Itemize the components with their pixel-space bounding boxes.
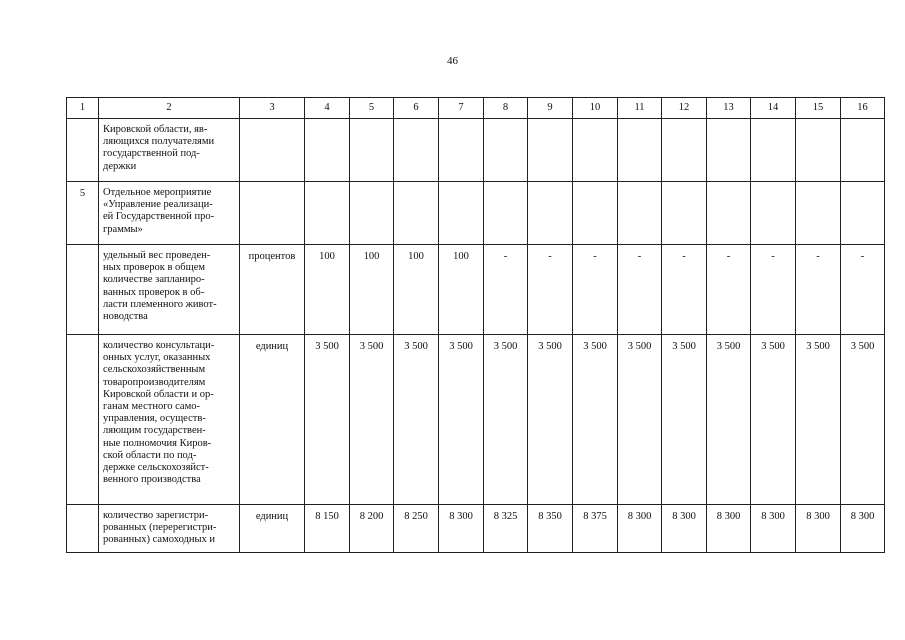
value-cell-col-7: 100 <box>439 245 484 335</box>
indicator-name-line: ей Государственной про- <box>103 211 215 223</box>
value-cell-col-10 <box>573 182 618 245</box>
indicator-name-line: Кировской области и ор- <box>103 388 214 400</box>
value-cell-col-13: 3 500 <box>707 335 751 505</box>
row-number-cell <box>67 335 99 505</box>
header-cell-11: 11 <box>618 98 662 119</box>
indicator-name-line: граммы» <box>103 223 143 235</box>
value-cell-col-12 <box>662 119 707 182</box>
value-cell-col-7 <box>439 182 484 245</box>
indicator-name-line: ласти племенного живот- <box>103 298 217 310</box>
indicator-name-line: управления, осуществ- <box>103 413 206 425</box>
table-body <box>67 98 885 553</box>
header-cell-13: 13 <box>707 98 751 119</box>
table-row <box>67 119 885 182</box>
value-cell-col-14: 8 300 <box>751 505 796 553</box>
value-cell-col-10: 8 375 <box>573 505 618 553</box>
value-cell-col-14: - <box>751 245 796 335</box>
value-cell-col-5 <box>350 119 394 182</box>
value-cell-col-8: 3 500 <box>484 335 528 505</box>
unit-cell: единиц <box>240 335 305 505</box>
header-cell-3: 3 <box>240 98 305 119</box>
table-row <box>67 505 885 553</box>
value-cell-col-12: - <box>662 245 707 335</box>
value-cell-col-15: - <box>796 245 841 335</box>
indicator-name-line: сельскохозяйственным <box>103 364 206 376</box>
indicator-name-line: ванных проверок в об- <box>103 286 205 298</box>
indicator-name-cell <box>99 119 240 182</box>
row-number-cell <box>67 245 99 335</box>
value-cell-col-5: 8 200 <box>350 505 394 553</box>
value-cell-col-14 <box>751 119 796 182</box>
indicator-name-line: ные полномочия Киров- <box>103 437 212 449</box>
header-cell-12: 12 <box>662 98 707 119</box>
value-cell-col-7: 8 300 <box>439 505 484 553</box>
indicator-name-line: новодства <box>103 311 148 323</box>
value-cell-col-13: - <box>707 245 751 335</box>
value-cell-col-5: 100 <box>350 245 394 335</box>
value-cell-col-10: - <box>573 245 618 335</box>
value-cell-col-6 <box>394 182 439 245</box>
value-cell-col-9: 3 500 <box>528 335 573 505</box>
unit-cell: процентов <box>240 245 305 335</box>
value-cell-col-15: 8 300 <box>796 505 841 553</box>
value-cell-col-9 <box>528 119 573 182</box>
value-cell-col-4: 3 500 <box>305 335 350 505</box>
indicator-name-line: держки <box>103 160 137 172</box>
indicator-name-line: рованных (перерегистри- <box>103 522 217 534</box>
value-cell-col-11 <box>618 119 662 182</box>
unit-cell <box>240 182 305 245</box>
value-cell-col-15: 3 500 <box>796 335 841 505</box>
indicator-name-line: количество консультаци- <box>103 340 215 351</box>
value-cell-col-10: 3 500 <box>573 335 618 505</box>
value-cell-col-15 <box>796 119 841 182</box>
header-cell-15: 15 <box>796 98 841 119</box>
indicator-name-line: Кировской области, яв- <box>103 124 208 135</box>
page-number: 46 <box>447 55 458 67</box>
value-cell-col-15 <box>796 182 841 245</box>
value-cell-col-13 <box>707 182 751 245</box>
header-cell-6: 6 <box>394 98 439 119</box>
indicator-name-line: Отдельное мероприятие <box>103 187 212 198</box>
indicator-name-line: количестве запланиро- <box>103 274 205 286</box>
value-cell-col-12 <box>662 182 707 245</box>
value-cell-col-5 <box>350 182 394 245</box>
value-cell-col-5: 3 500 <box>350 335 394 505</box>
indicator-name-line: ганам местного само- <box>103 401 200 413</box>
indicator-name-cell <box>99 245 240 335</box>
value-cell-col-9: 8 350 <box>528 505 573 553</box>
indicator-name-cell <box>99 182 240 245</box>
unit-cell <box>240 119 305 182</box>
value-cell-col-6: 8 250 <box>394 505 439 553</box>
value-cell-col-6: 3 500 <box>394 335 439 505</box>
value-cell-col-6 <box>394 119 439 182</box>
header-row <box>67 98 885 119</box>
indicator-name-line: ляющихся получателями <box>103 136 215 148</box>
value-cell-col-11: 8 300 <box>618 505 662 553</box>
value-cell-col-14: 3 500 <box>751 335 796 505</box>
value-cell-col-12: 8 300 <box>662 505 707 553</box>
indicator-name-line: «Управление реализаци- <box>103 199 213 211</box>
value-cell-col-13 <box>707 119 751 182</box>
value-cell-col-7: 3 500 <box>439 335 484 505</box>
header-cell-14: 14 <box>751 98 796 119</box>
header-cell-8: 8 <box>484 98 528 119</box>
value-cell-col-8 <box>484 182 528 245</box>
indicator-name-cell <box>99 335 240 505</box>
indicator-name-line: товаропроизводителям <box>103 376 206 388</box>
value-cell-col-16 <box>841 182 885 245</box>
value-cell-col-16: 8 300 <box>841 505 885 553</box>
indicator-name-cell <box>99 505 240 553</box>
indicator-name-line: количество зарегистри- <box>103 510 209 521</box>
value-cell-col-9: - <box>528 245 573 335</box>
header-cell-2: 2 <box>99 98 240 119</box>
unit-cell: единиц <box>240 505 305 553</box>
value-cell-col-9 <box>528 182 573 245</box>
header-cell-16: 16 <box>841 98 885 119</box>
indicator-name-line: удельный вес проведен- <box>103 250 211 261</box>
value-cell-col-13: 8 300 <box>707 505 751 553</box>
table-row <box>67 182 885 245</box>
value-cell-col-10 <box>573 119 618 182</box>
header-cell-1: 1 <box>67 98 99 119</box>
table-row <box>67 335 885 505</box>
header-cell-9: 9 <box>528 98 573 119</box>
value-cell-col-16: 3 500 <box>841 335 885 505</box>
header-cell-7: 7 <box>439 98 484 119</box>
header-cell-10: 10 <box>573 98 618 119</box>
value-cell-col-16: - <box>841 245 885 335</box>
value-cell-col-4 <box>305 182 350 245</box>
value-cell-col-11: - <box>618 245 662 335</box>
indicators-table <box>66 97 885 553</box>
row-number-cell <box>67 119 99 182</box>
value-cell-col-8: 8 325 <box>484 505 528 553</box>
row-number-cell: 5 <box>67 182 99 245</box>
value-cell-col-4 <box>305 119 350 182</box>
row-number-cell <box>67 505 99 553</box>
header-cell-4: 4 <box>305 98 350 119</box>
value-cell-col-8 <box>484 119 528 182</box>
indicator-name-line: онных услуг, оказанных <box>103 352 211 364</box>
value-cell-col-6: 100 <box>394 245 439 335</box>
table-row <box>67 245 885 335</box>
indicator-name-line: венного производства <box>103 474 201 486</box>
indicator-name-line: ных проверок в общем <box>103 262 206 274</box>
value-cell-col-11: 3 500 <box>618 335 662 505</box>
value-cell-col-14 <box>751 182 796 245</box>
value-cell-col-16 <box>841 119 885 182</box>
indicator-name-line: ской области по под- <box>103 449 197 461</box>
indicator-name-line: ляющим государствен- <box>103 425 206 437</box>
value-cell-col-7 <box>439 119 484 182</box>
indicator-name-line: держке сельскохозяйст- <box>103 462 209 474</box>
value-cell-col-8: - <box>484 245 528 335</box>
indicator-name-line: рованных) самоходных и <box>103 534 216 546</box>
value-cell-col-4: 100 <box>305 245 350 335</box>
value-cell-col-11 <box>618 182 662 245</box>
indicator-name-line: государственной под- <box>103 148 200 160</box>
value-cell-col-4: 8 150 <box>305 505 350 553</box>
value-cell-col-12: 3 500 <box>662 335 707 505</box>
header-cell-5: 5 <box>350 98 394 119</box>
